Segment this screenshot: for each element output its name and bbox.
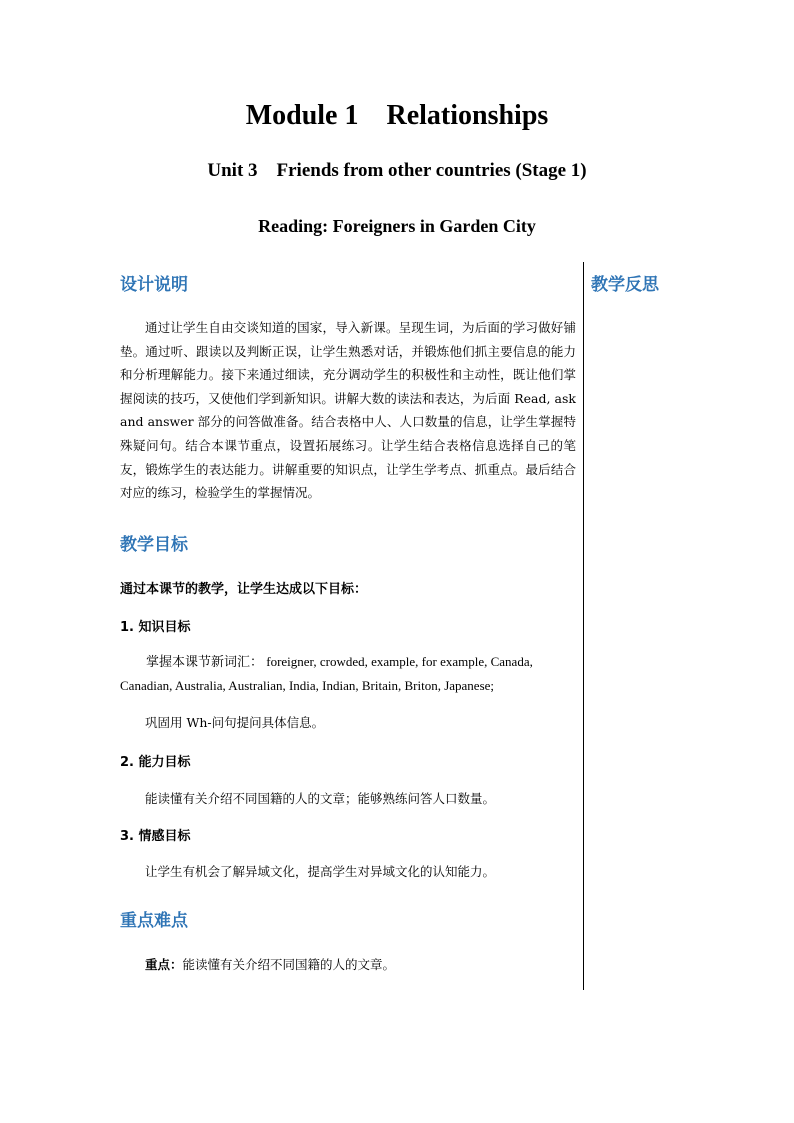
emotion-goal-heading: 3. 情感目标: [120, 829, 191, 844]
module-title: Module 1 Relationships: [245, 100, 549, 131]
emotion-goal-text: 让学生有机会了解异域文化，提高学生对异域文化的认知能力。: [145, 864, 496, 879]
knowledge-vocab-text: 掌握本课节新词汇： foreigner, crowded, example, for example, Canada, Canadian, Australia, Australian, India, Indian, Britain, Briton, Japanese;: [120, 654, 533, 693]
design-heading: 设计说明: [120, 275, 188, 295]
ability-goal-heading: 2. 能力目标: [120, 755, 191, 770]
design-paragraph: 通过让学生自由交谈知道的国家，导入新课。呈现生词，为后面的学习做好铺垫。通过听、跟读以及判断正误，让学生熟悉对话，并锻炼他们抓主要信息的能力和分析理解能力。接下来通过细读，充分调动学生的积极性和主动性，既让他们掌握阅读的技巧，又使他们学到新知识。讲解大数的读法和表达，为后面 Read, ask and answer 部分的问答做准备。结合表格中人、人口数量的信息，让学生掌握特殊疑问句。结合本课节重点，设置拓展练习。让学生结合表格信息选择自己的笔友，锻炼学生的表达能力。讲解重要的知识点，让学生学考点、抓重点。最后结合对应的练习，检验学生的掌握情况。: [120, 320, 576, 501]
goals-intro: 通过本课节的教学，让学生达成以下目标：: [120, 582, 368, 597]
key-point-label: 重点：: [145, 957, 183, 972]
reflection-heading: 教学反思: [591, 275, 659, 295]
key-point-text: 能读懂有关介绍不同国籍的人的文章。: [182, 957, 396, 972]
knowledge-goal-heading: 1. 知识目标: [120, 620, 191, 635]
ability-goal-text: 能读懂有关介绍不同国籍的人的文章；能够熟练问答人口数量。: [145, 791, 496, 806]
knowledge-question-text: 巩固用 Wh-问句提问具体信息。: [145, 715, 325, 730]
unit-title: Unit 3 Friends from other countries (Stage 1): [207, 160, 587, 181]
key-points-heading: 重点难点: [120, 911, 188, 931]
goals-heading: 教学目标: [120, 535, 188, 555]
column-divider: [583, 262, 584, 990]
key-point-line: [120, 953, 580, 977]
reading-title: Reading: Foreigners in Garden City: [258, 216, 536, 236]
